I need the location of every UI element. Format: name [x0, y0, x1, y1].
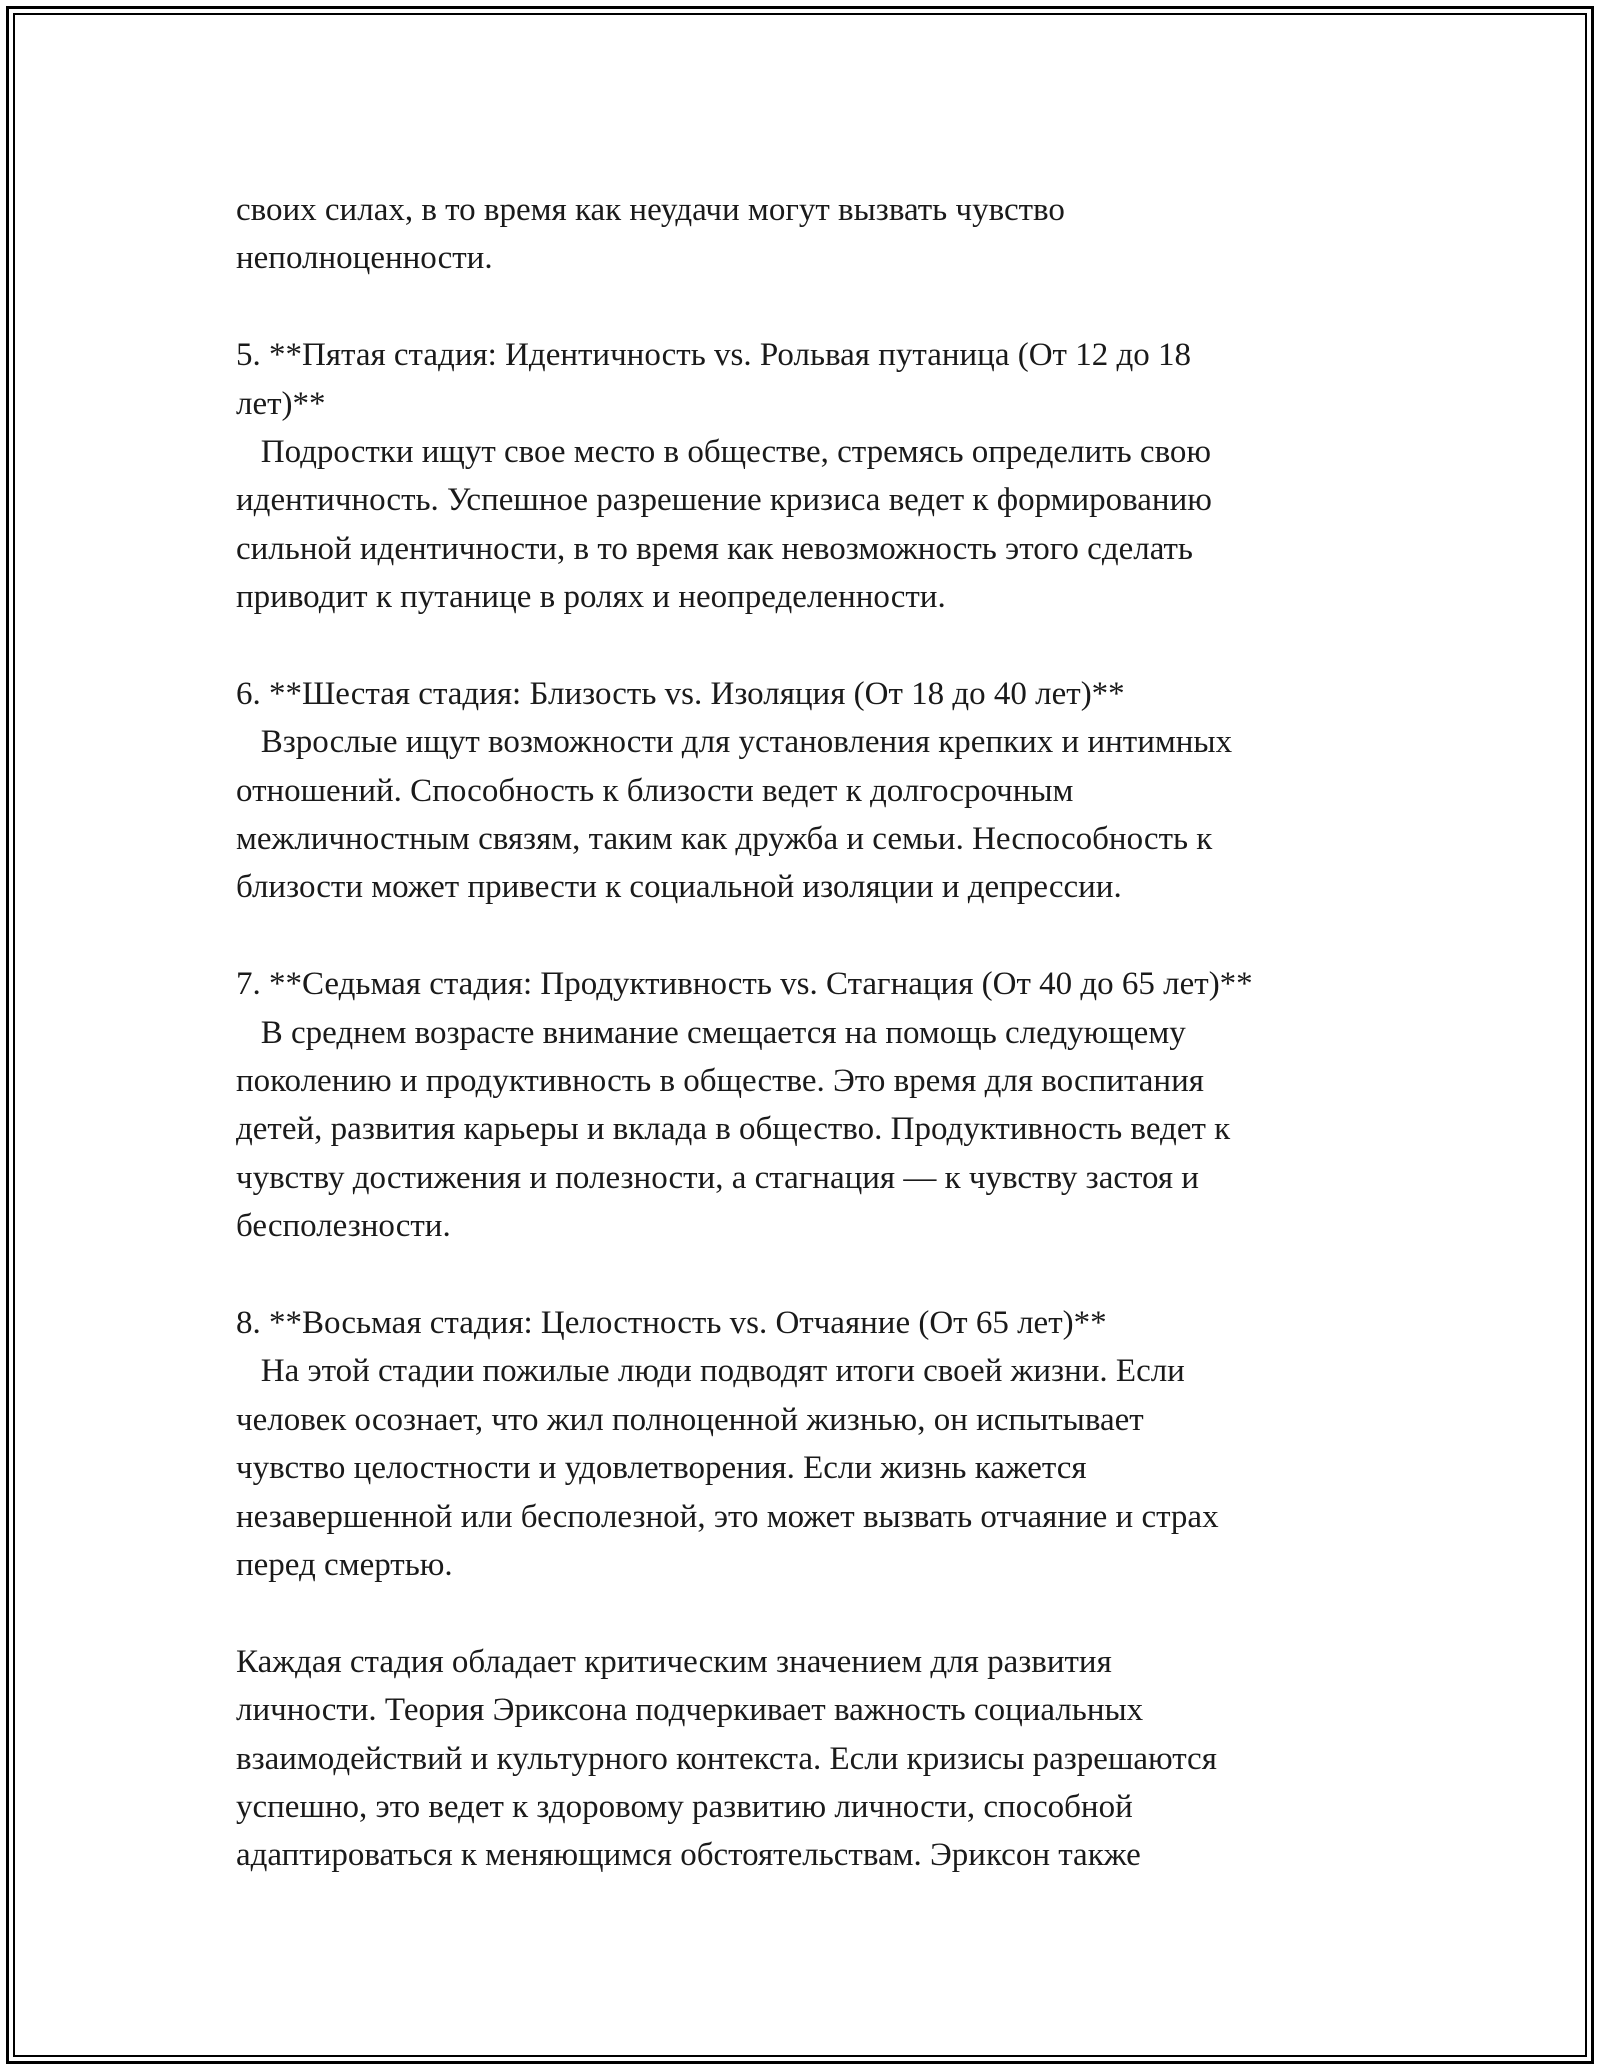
paragraph-spacer	[236, 622, 1396, 670]
paragraph-spacer	[236, 912, 1396, 960]
text-line: близости может привести к социальной изоляции и депрессии.	[236, 869, 1122, 906]
text-line: На этой стадии пожилые люди подводят итоги своей жизни. Если	[236, 1353, 1185, 1390]
text-line: чувству достижения и полезности, а стагнация — к чувству застоя и	[236, 1159, 1199, 1196]
text-line: перед смертью.	[236, 1546, 453, 1583]
paragraph-stage-5	[236, 331, 1396, 621]
stage-heading: 5. **Пятая стадия: Идентичность vs. Рольвая путаница (От 12 до 18	[236, 337, 1192, 374]
text-line: чувство целостности и удовлетворения. Если жизнь кажется	[236, 1450, 1087, 1487]
text-line: приводит к путанице в ролях и неопределенности.	[236, 579, 946, 616]
paragraph-conclusion	[236, 1638, 1396, 1880]
document-body	[236, 186, 1396, 1880]
stage-heading: 6. **Шестая стадия: Близость vs. Изоляция (От 18 до 40 лет)**	[236, 675, 1125, 712]
stage-heading: 8. **Восьмая стадия: Целостность vs. Отчаяние (От 65 лет)**	[236, 1304, 1107, 1341]
paragraph-stage4-continuation	[236, 186, 1396, 283]
text-line: Подростки ищут свое место в обществе, стремясь определить свою	[236, 433, 1212, 470]
stage-heading: 7. **Седьмая стадия: Продуктивность vs. Стагнация (От 40 до 65 лет)**	[236, 966, 1253, 1003]
text-line: личности. Теория Эриксона подчеркивает важность социальных	[236, 1692, 1144, 1729]
text-line: отношений. Способность к близости ведет к долгосрочным	[236, 772, 1074, 809]
text-line: В среднем возрасте внимание смещается на помощь следующему	[236, 1014, 1186, 1051]
text-line: взаимодействий и культурного контекста. Если кризисы разрешаются	[236, 1740, 1217, 1777]
text-line: сильной идентичности, в то время как невозможность этого сделать	[236, 530, 1193, 567]
text-line: успешно, это ведет к здоровому развитию личности, способной	[236, 1788, 1133, 1825]
text-line: адаптироваться к меняющимся обстоятельствам. Эриксон также	[236, 1837, 1141, 1874]
text-line: Взрослые ищут возможности для установления крепких и интимных	[236, 724, 1233, 761]
text-line: своих силах, в то время как неудачи могут вызвать чувство	[236, 192, 1065, 228]
paragraph-stage-7	[236, 960, 1396, 1250]
text-line: бесполезности.	[236, 1208, 451, 1245]
text-line: идентичность. Успешное разрешение кризиса ведет к формированию	[236, 482, 1212, 519]
text-line: поколению и продуктивность в обществе. Это время для воспитания	[236, 1063, 1204, 1100]
paragraph-spacer	[236, 1589, 1396, 1637]
paragraph-stage-8	[236, 1299, 1396, 1589]
paragraph-spacer	[236, 1251, 1396, 1299]
paragraph-spacer	[236, 283, 1396, 331]
text-line: неполноценности.	[236, 240, 493, 277]
text-line: детей, развития карьеры и вклада в общество. Продуктивность ведет к	[236, 1111, 1231, 1148]
paragraph-stage-6	[236, 670, 1396, 912]
stage-heading: лет)**	[236, 385, 326, 422]
text-line: человек осознает, что жил полноценной жизнью, он испытывает	[236, 1401, 1144, 1438]
text-line: межличностным связям, таким как дружба и семьи. Неспособность к	[236, 821, 1213, 858]
text-line: Каждая стадия обладает критическим значением для развития	[236, 1643, 1112, 1680]
text-line: незавершенной или бесполезной, это может вызвать отчаяние и страх	[236, 1498, 1219, 1535]
